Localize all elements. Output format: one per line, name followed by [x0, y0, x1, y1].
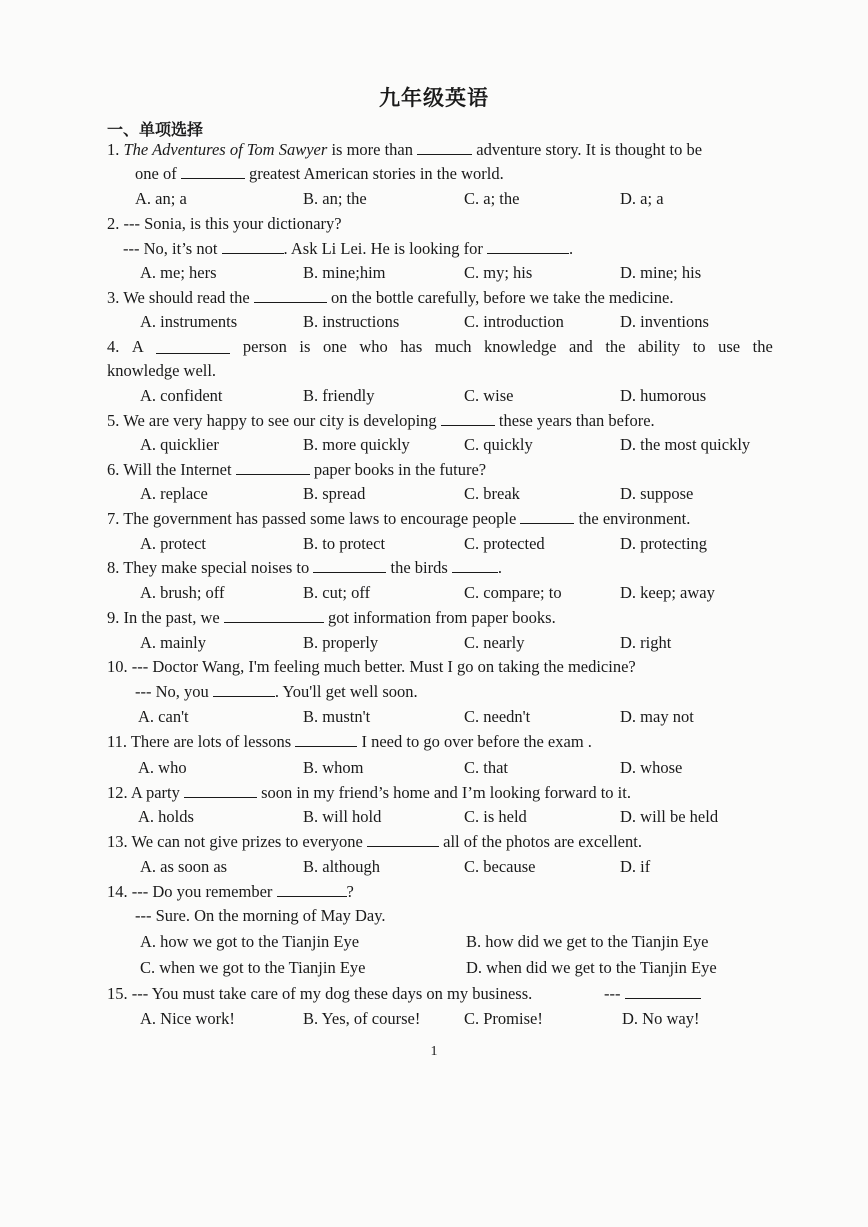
question-text: these years than before. [494, 411, 655, 430]
question-text: the [605, 337, 626, 356]
option-a: A. me; hers [140, 263, 217, 282]
question-text: greatest American stories in the world. [244, 164, 504, 183]
option-c: C. compare; to [464, 583, 562, 602]
option-c: C. nearly [464, 633, 525, 652]
option-d: D. protecting [620, 534, 708, 553]
question-text: They make special noises to [123, 558, 314, 577]
question-text: --- Do you remember [131, 882, 277, 901]
option-a: A. as soon as [140, 857, 228, 876]
question-3 [107, 288, 674, 308]
option-c: C. is held [464, 807, 527, 826]
question-text: --- No, it’s not [123, 239, 222, 258]
question-number: 12. [107, 783, 128, 802]
question-text: and [568, 337, 593, 356]
section-heading: 一、单项选择 [107, 120, 204, 139]
page-number: 1 [430, 1044, 438, 1059]
option-c: C. that [464, 758, 508, 777]
question-text: knowledge [484, 337, 557, 356]
answer-blank [452, 558, 498, 573]
answer-blank [313, 558, 386, 573]
question-text: soon in my friend’s home and I’m looking forward to it. [257, 783, 631, 802]
option-a: A. holds [138, 807, 194, 826]
question-number: 1. [107, 140, 120, 159]
question-text: ? [346, 882, 354, 901]
option-d: D. whose [620, 758, 683, 777]
question-text: one [322, 337, 347, 356]
option-d: D. may not [620, 707, 694, 726]
question-text: A [131, 337, 144, 356]
option-d: D. inventions [620, 312, 709, 331]
option-a: A. an; a [135, 189, 187, 208]
option-c: C. introduction [464, 312, 564, 331]
option-b: B. to protect [303, 534, 386, 553]
question-text: is more than [327, 140, 418, 159]
question-number: 2. [107, 214, 120, 233]
option-b: B. instructions [303, 312, 400, 331]
question-text: paper books in the future? [309, 460, 487, 479]
question-15 [107, 984, 532, 1004]
option-a: A. replace [140, 484, 208, 503]
option-d: D. the most quickly [620, 435, 751, 454]
option-d: D. humorous [620, 386, 707, 405]
question-4 [107, 337, 773, 357]
question-6 [107, 460, 486, 480]
answer-blank [487, 239, 569, 254]
question-15-reply [604, 984, 701, 1004]
answer-blank [222, 239, 284, 254]
question-text: --- Sonia, is this your dictionary? [123, 214, 342, 233]
option-b: B. properly [303, 633, 379, 652]
question-text: Will the Internet [123, 460, 236, 479]
question-text: In the past, we [123, 608, 224, 627]
answer-blank [367, 832, 439, 847]
question-text: is [299, 337, 311, 356]
question-number: 15. [107, 984, 128, 1003]
option-b: B. mustn't [303, 707, 371, 726]
option-d: D. mine; his [620, 263, 702, 282]
option-c: C. when we got to the Tianjin Eye [140, 958, 366, 977]
option-d: D. No way! [622, 1009, 700, 1028]
option-a: A. who [138, 758, 187, 777]
question-text: I need to go over before the exam . [357, 732, 592, 751]
question-text: to [692, 337, 706, 356]
option-b: B. an; the [303, 189, 367, 208]
question-number: 4. [107, 337, 120, 356]
question-text: the environment. [574, 509, 691, 528]
question-text: --- No, you [135, 682, 213, 701]
option-a: A. quicklier [140, 435, 219, 454]
option-a: A. can't [138, 707, 189, 726]
question-10 [107, 657, 636, 677]
question-2-cont [123, 239, 573, 259]
question-text: The government has passed some laws to encourage people [123, 509, 521, 528]
option-b: B. how did we get to the Tianjin Eye [466, 932, 709, 951]
option-a: A. confident [140, 386, 223, 405]
question-number: 7. [107, 509, 120, 528]
answer-blank [625, 984, 701, 999]
option-b: B. Yes, of course! [303, 1009, 421, 1028]
question-2 [107, 214, 342, 234]
question-text: --- You must take care of my dog these days on my business. [131, 984, 533, 1003]
option-d: D. right [620, 633, 672, 652]
option-d: D. will be held [620, 807, 719, 826]
question-text: . You'll get well soon. [274, 682, 418, 701]
option-c: C. because [464, 857, 536, 876]
question-text: . [569, 239, 574, 258]
answer-blank [156, 339, 230, 354]
question-12 [107, 783, 631, 803]
option-c: C. a; the [464, 189, 520, 208]
question-number: 10. [107, 657, 128, 676]
answer-blank [184, 783, 257, 798]
option-d: D. keep; away [620, 583, 715, 602]
option-b: B. mine;him [303, 263, 386, 282]
question-text: got information from paper books. [323, 608, 556, 627]
answer-blank [181, 164, 245, 179]
question-text: We can not give prizes to everyone [131, 832, 367, 851]
option-c: C. break [464, 484, 520, 503]
answer-blank [213, 682, 275, 697]
question-text: on the bottle carefully, before we take the medicine. [326, 288, 674, 307]
question-text: one of [135, 164, 181, 183]
question-number: 3. [107, 288, 120, 307]
option-c: C. wise [464, 386, 514, 405]
question-number: 13. [107, 832, 128, 851]
question-text: all of the photos are excellent. [439, 832, 642, 851]
question-number: 14. [107, 882, 128, 901]
question-text: We are very happy to see our city is developing [123, 411, 441, 430]
answer-blank [441, 411, 495, 426]
option-d: D. if [620, 857, 651, 876]
question-9 [107, 608, 556, 628]
question-1 [107, 140, 702, 160]
option-a: A. Nice work! [140, 1009, 235, 1028]
option-a: A. instruments [140, 312, 238, 331]
question-text: There are lots of lessons [130, 732, 296, 751]
question-number: 8. [107, 558, 120, 577]
option-c: C. my; his [464, 263, 533, 282]
question-text: person [242, 337, 287, 356]
answer-blank [224, 608, 324, 623]
option-b: B. friendly [303, 386, 375, 405]
question-14-cont: --- Sure. On the morning of May Day. [135, 906, 386, 925]
answer-blank [417, 140, 472, 155]
question-text: . [497, 558, 503, 577]
page-title: 九年级英语 [379, 86, 489, 110]
question-text: ability [638, 337, 681, 356]
question-text: A party [130, 783, 185, 802]
question-text: . Ask Li Lei. He is looking for [283, 239, 488, 258]
answer-blank [520, 509, 574, 524]
option-b: B. will hold [303, 807, 382, 826]
option-b: B. more quickly [303, 435, 410, 454]
question-text: --- [604, 984, 621, 1003]
option-c: C. protected [464, 534, 545, 553]
option-c: C. Promise! [464, 1009, 543, 1028]
answer-blank [236, 460, 310, 475]
question-text: We should read the [123, 288, 254, 307]
book-title: The Adventures of Tom Sawyer [123, 140, 328, 159]
option-b: B. spread [303, 484, 366, 503]
question-text: much [434, 337, 472, 356]
option-a: A. how we got to the Tianjin Eye [140, 932, 360, 951]
question-14 [107, 882, 354, 902]
question-text: use [718, 337, 741, 356]
question-text: who [359, 337, 388, 356]
option-b: B. although [303, 857, 380, 876]
question-4-cont: knowledge well. [107, 361, 217, 380]
question-8 [107, 558, 502, 578]
question-number: 6. [107, 460, 120, 479]
answer-blank [254, 288, 327, 303]
option-c: C. needn't [464, 707, 531, 726]
question-5 [107, 411, 655, 431]
question-number: 9. [107, 608, 120, 627]
question-text: the birds [386, 558, 452, 577]
question-number: 5. [107, 411, 120, 430]
question-13 [107, 832, 642, 852]
question-text: has [400, 337, 423, 356]
question-text: the [752, 337, 773, 356]
option-b: B. whom [303, 758, 364, 777]
question-7 [107, 509, 690, 529]
option-d: D. when did we get to the Tianjin Eye [466, 958, 717, 977]
question-1-cont [135, 164, 504, 184]
option-a: A. protect [140, 534, 206, 553]
question-text: adventure story. It is thought to be [472, 140, 703, 159]
option-a: A. brush; off [140, 583, 225, 602]
option-b: B. cut; off [303, 583, 371, 602]
answer-blank [277, 882, 347, 897]
question-number: 11. [107, 732, 128, 751]
option-a: A. mainly [140, 633, 206, 652]
option-c: C. quickly [464, 435, 533, 454]
answer-blank [295, 732, 357, 747]
question-11 [107, 732, 592, 752]
option-d: D. suppose [620, 484, 694, 503]
question-10-cont [135, 682, 418, 702]
question-text: --- Doctor Wang, I'm feeling much better. Must I go on taking the medicine? [131, 657, 636, 676]
option-d: D. a; a [620, 189, 664, 208]
